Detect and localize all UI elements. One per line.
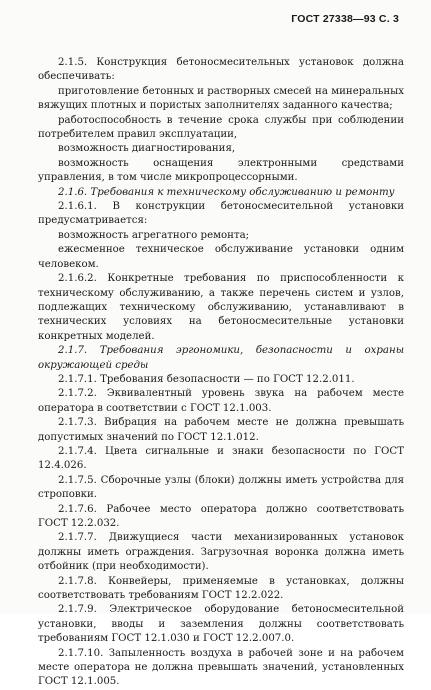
list-item-electronics: возможность оснащения электронными средствами управления, в том числе микропроцессорными.: [38, 157, 404, 184]
clause-2-1-6-2: 2.1.6.2. Конкретные требования по приспособленности к техническому обслуживанию, а также перечень систем и узлов, подлежащих техническому обслуживанию, устанавливают в технических условиях на бетоносмесительные установки конкретных моделей.: [38, 273, 404, 342]
clause-2-1-7-heading: [38, 344, 404, 373]
running-header: ГОСТ 27338—93 С. 3: [291, 13, 399, 25]
clause-2-1-6-heading: [38, 186, 404, 200]
clause-2-1-7-3: 2.1.7.3. Вибрация на рабочем месте не должна превышать допустимых значений по ГОСТ 12.1.012.: [38, 417, 404, 443]
clause-2-1-7-5: 2.1.7.5. Сборочные узлы (блоки) должны иметь устройства для строповки.: [38, 474, 404, 501]
section-heading-maintenance: 2.1.6. Требования к техническому обслуживанию и ремонту: [58, 186, 395, 198]
list-item-daily-service: ежесменное техническое обслуживание установки одним человеком.: [38, 244, 404, 270]
clause-2-1-7-8: 2.1.7.8. Конвейеры, применяемые в установках, должны соответствовать требованиям ГОСТ 12.2.022.: [38, 575, 404, 602]
section-heading-ergonomics: 2.1.7. Требования эргономики, безопасности и охраны окружающей среды: [38, 345, 404, 371]
list-item-mixes: приготовление бетонных и растворных смесей на минеральных вяжущих плотных и пористых заполнителях заданного качества;: [38, 85, 404, 112]
list-item-reliability: работоспособность в течение срока службы при соблюдении потребителем правил эксплуатации,: [38, 114, 404, 141]
clause-2-1-7-4: 2.1.7.4. Цвета сигнальные и знаки безопасности по ГОСТ 12.4.026.: [38, 445, 404, 472]
clause-2-1-7-9: 2.1.7.9. Электрическое оборудование бетоносмесительной установки, вводы и заземления должны соответствовать требованиям ГОСТ 12.1.030 и ГОСТ 12.2.007.0.: [38, 604, 404, 645]
clause-2-1-6-1: 2.1.6.1. В конструкции бетоносмесительной установки предусматривается:: [38, 201, 404, 227]
clause-2-1-7-7: 2.1.7.7. Движущиеся части механизированных установок должны иметь ограждения. Загрузочная воронка должна иметь отбойник (при необходимости).: [38, 532, 404, 573]
clause-2-1-7-10: 2.1.7.10. Запыленность воздуха в рабочей зоне и на рабочем месте оператора не должна превышать значений, установленных ГОСТ 12.1.005.: [38, 647, 404, 688]
list-item-repair: возможность агрегатного ремонта;: [58, 229, 250, 241]
clause-2-1-7-1: 2.1.7.1. Требования безопасности — по ГОСТ 12.2.011.: [58, 373, 355, 385]
list-item-diagnostics: возможность диагностирования,: [58, 143, 236, 155]
clause-2-1-7-2: 2.1.7.2. Эквивалентный уровень звука на рабочем месте оператора в соответствии с ГОСТ 12.1.003.: [38, 388, 404, 414]
clause-2-1-5: 2.1.5. Конструкция бетоносмесительных установок должна обеспечивать:: [38, 57, 404, 83]
clause-2-1-7-6: 2.1.7.6. Рабочее место оператора должно соответствовать ГОСТ 12.2.032.: [38, 503, 404, 529]
document-body: [38, 56, 404, 690]
